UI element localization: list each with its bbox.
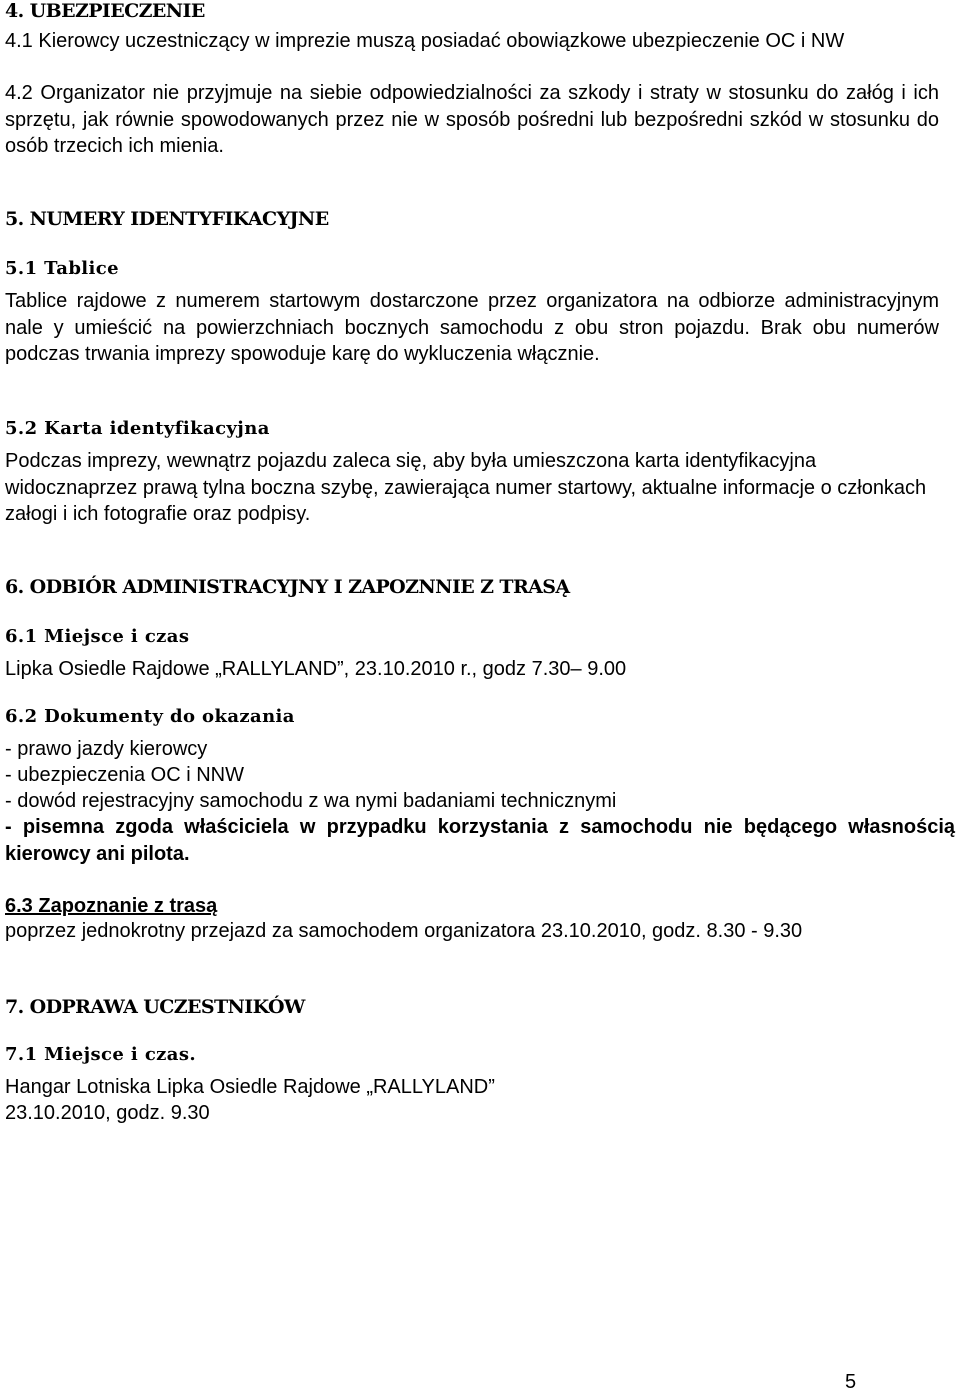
section-6-3-text: poprzez jednokrotny przejazd za samochodem organizatora 23.10.2010, godz. 8.30 - 9.30 [5,920,803,942]
document-list-item: - dowód rejestracyjny samochodu z wa nymi badaniami technicznymi [5,790,617,812]
page-number: 5 [845,1371,857,1393]
section-5-2-heading: 5.2 Karta identyfikacyjna [5,418,270,439]
section-5-1-text: Tablice rajdowe z numerem startowym dostarczone przez organizatora na odbiorze administracyjnym nale y umieścić na powierzchniach bocznych samochodu z obu stron pojazdu. Brak obu numerów podczas trwania imprezy spowoduje karę do wykluczenia włącznie. [5,290,939,365]
section-6-1-text: Lipka Osiedle Rajdowe „RALLYLAND”, 23.10.2010 r., godz 7.30– 9.00 [5,658,627,680]
section-7-heading: 7. ODPRAWA UCZESTNIKÓW [5,996,305,1018]
section-5-1-heading: 5.1 Tablice [5,258,119,279]
section-5-2-text: Podczas imprezy, wewnątrz pojazdu zaleca się, aby była umieszczona karta identyfikacyjna widocznaprzez prawą tylna boczna szybę, zawierająca numer startowy, aktualne informacje o członkach załogi i ich fotografie oraz podpisy. [5,450,927,525]
document-list-item-bold [5,814,955,867]
bold-item-text: pisemna zgoda właściciela w przypadku korzystania z samochodu nie będącego własnością kierowcy ani pilota. [5,816,956,865]
section-4-2-text: 4.2 Organizator nie przyjmuje na siebie odpowiedzialności za szkody i straty w stosunku do załóg i ich sprzętu, jak równie spowodowanych przez nie w sposób pośredni lub bezpośredni szkód w stosunku do osób trzecich ich mienia. [5,82,939,157]
section-6-1-heading: 6.1 Miejsce i czas [5,626,190,647]
bold-item-prefix: - [5,816,23,838]
section-7-1-line-2: 23.10.2010, godz. 9.30 [5,1102,210,1124]
document-list-item: - prawo jazdy kierowcy [5,738,208,760]
document-list-item: - ubezpieczenia OC i NNW [5,764,244,786]
section-4-1-text: 4.1 Kierowcy uczestniczący w imprezie muszą posiadać obowiązkowe ubezpieczenie OC i NW [5,30,845,52]
section-5-heading: 5. NUMERY IDENTYFIKACYJNE [5,208,329,230]
section-7-1-line-1: Hangar Lotniska Lipka Osiedle Rajdowe „RALLYLAND” [5,1076,495,1098]
section-6-3-heading [5,894,217,918]
section-6-heading: 6. ODBIÓR ADMINISTRACYJNY I ZAPOZNNIE Z TRASĄ [5,576,570,598]
section-7-1-heading: 7.1 Miejsce i czas. [5,1044,197,1065]
section-6-3-heading-text: 6.3 Zapoznanie z trasą [5,895,218,917]
section-6-2-heading: 6.2 Dokumenty do okazania [5,706,295,727]
section-4-heading: 4. UBEZPIECZENIE [5,0,205,22]
